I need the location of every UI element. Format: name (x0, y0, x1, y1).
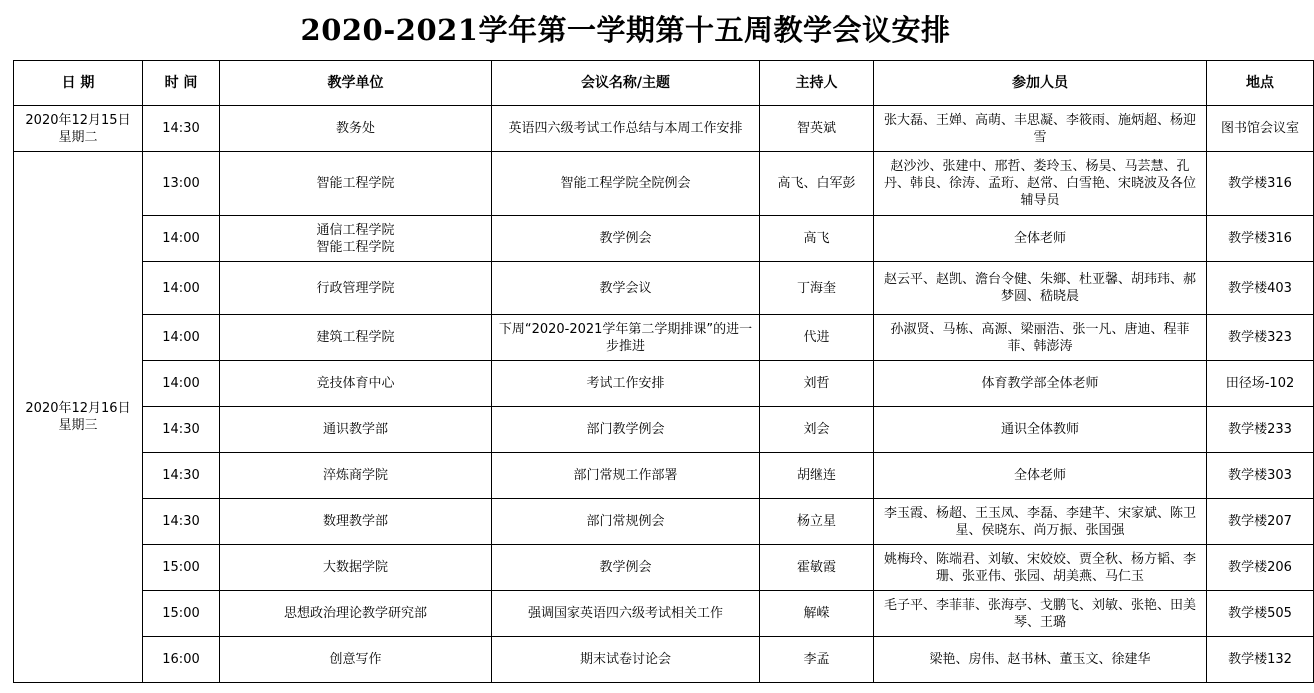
unit-cell: 智能工程学院 (220, 152, 492, 216)
host-cell: 霍敏霞 (760, 545, 874, 591)
attendees-cell: 赵云平、赵凯、澹台令健、朱鄉、杜亚馨、胡玮玮、郝梦圆、嵇晓晨 (874, 262, 1207, 315)
header-date: 日 期 (14, 61, 143, 106)
location-cell: 教学楼303 (1207, 453, 1314, 499)
time-cell: 14:30 (143, 453, 220, 499)
time-cell: 14:30 (143, 106, 220, 152)
attendees-cell: 全体老师 (874, 453, 1207, 499)
host-cell: 高飞 (760, 216, 874, 262)
host-cell: 智英斌 (760, 106, 874, 152)
meeting-cell: 下周“2020-2021学年第二学期排课”的进一步推进 (492, 315, 760, 361)
table-row (14, 453, 1314, 499)
meeting-cell: 部门教学例会 (492, 407, 760, 453)
location-cell: 教学楼403 (1207, 262, 1314, 315)
date-cell (14, 106, 143, 152)
location-cell: 教学楼233 (1207, 407, 1314, 453)
table-row (14, 499, 1314, 545)
attendees-cell: 姚梅玲、陈端君、刘敏、宋姣姣、贾全秋、杨方韬、李珊、张亚伟、张园、胡美燕、马仁玉 (874, 545, 1207, 591)
weekday-text: 星期三 (58, 418, 98, 433)
host-cell: 李孟 (760, 637, 874, 683)
schedule-table (13, 60, 1314, 683)
unit-line: 智能工程学院 (316, 239, 395, 255)
table-row (14, 216, 1314, 262)
time-cell: 14:00 (143, 361, 220, 407)
host-cell: 解嵘 (760, 591, 874, 637)
table-row (14, 407, 1314, 453)
table-row (14, 106, 1314, 152)
location-cell: 教学楼316 (1207, 152, 1314, 216)
date-text: 2020年12月15日 (25, 112, 131, 128)
host-cell: 高飞、白军彭 (760, 152, 874, 216)
date-text: 2020年12月16日 (25, 401, 131, 416)
meeting-cell: 考试工作安排 (492, 361, 760, 407)
host-cell: 丁海奎 (760, 262, 874, 315)
time-cell: 15:00 (143, 591, 220, 637)
meeting-cell: 期末试卷讨论会 (492, 637, 760, 683)
meeting-cell: 教学会议 (492, 262, 760, 315)
location-cell: 教学楼207 (1207, 499, 1314, 545)
date-cell (14, 152, 143, 683)
host-cell: 刘哲 (760, 361, 874, 407)
attendees-cell: 全体老师 (874, 216, 1207, 262)
attendees-cell: 赵沙沙、张建中、邢哲、娄玲玉、杨昊、马芸慧、孔丹、韩良、徐涛、孟珩、赵常、白雪艳、宋晓波及各位辅导员 (874, 152, 1207, 216)
host-cell: 刘会 (760, 407, 874, 453)
table-row (14, 315, 1314, 361)
header-row (14, 61, 1314, 106)
unit-cell (220, 216, 492, 262)
time-cell: 13:00 (143, 152, 220, 216)
header-meeting: 会议名称/主题 (492, 61, 760, 106)
attendees-cell: 通识全体教师 (874, 407, 1207, 453)
location-cell: 教学楼132 (1207, 637, 1314, 683)
unit-cell: 淬炼商学院 (220, 453, 492, 499)
attendees-cell: 毛子平、李菲菲、张海亭、戈鹏飞、刘敏、张艳、田美琴、王璐 (874, 591, 1207, 637)
table-row (14, 152, 1314, 216)
table-row (14, 637, 1314, 683)
unit-cell: 思想政治理论教学研究部 (220, 591, 492, 637)
meeting-cell: 教学例会 (492, 216, 760, 262)
header-time: 时 间 (143, 61, 220, 106)
table-row (14, 591, 1314, 637)
header-host: 主持人 (760, 61, 874, 106)
meeting-cell: 部门常规例会 (492, 499, 760, 545)
attendees-cell: 孙淑贤、马栋、高源、梁丽浩、张一凡、唐迪、程菲菲、韩澎涛 (874, 315, 1207, 361)
time-cell: 16:00 (143, 637, 220, 683)
table-row (14, 262, 1314, 315)
location-cell: 教学楼323 (1207, 315, 1314, 361)
unit-line: 通信工程学院 (316, 222, 395, 238)
header-unit: 教学单位 (220, 61, 492, 106)
time-cell: 14:30 (143, 407, 220, 453)
attendees-cell: 张大磊、王婵、高萌、丰思凝、李筱雨、施炳超、杨迎雪 (874, 106, 1207, 152)
table-row (14, 361, 1314, 407)
time-cell: 15:00 (143, 545, 220, 591)
header-attendees: 参加人员 (874, 61, 1207, 106)
time-cell: 14:00 (143, 315, 220, 361)
table-row (14, 545, 1314, 591)
unit-cell: 创意写作 (220, 637, 492, 683)
weekday-text: 星期二 (58, 129, 98, 145)
host-cell: 胡继连 (760, 453, 874, 499)
header-location: 地点 (1207, 61, 1314, 106)
host-cell: 代进 (760, 315, 874, 361)
unit-cell: 行政管理学院 (220, 262, 492, 315)
time-cell: 14:30 (143, 499, 220, 545)
host-cell: 杨立星 (760, 499, 874, 545)
unit-cell: 教务处 (220, 106, 492, 152)
attendees-cell: 李玉霞、杨超、王玉凤、李磊、李建芊、宋家斌、陈卫星、侯晓东、尚万振、张国强 (874, 499, 1207, 545)
meeting-cell: 教学例会 (492, 545, 760, 591)
unit-cell: 建筑工程学院 (220, 315, 492, 361)
page-title: 2020-2021学年第一学期第十五周教学会议安排 (300, 13, 951, 47)
meeting-cell: 部门常规工作部署 (492, 453, 760, 499)
unit-cell: 大数据学院 (220, 545, 492, 591)
location-cell: 教学楼316 (1207, 216, 1314, 262)
meeting-cell: 英语四六级考试工作总结与本周工作安排 (492, 106, 760, 152)
attendees-cell: 梁艳、房伟、赵书林、董玉文、徐建华 (874, 637, 1207, 683)
meeting-cell: 强调国家英语四六级考试相关工作 (492, 591, 760, 637)
location-cell: 教学楼505 (1207, 591, 1314, 637)
location-cell: 图书馆会议室 (1207, 106, 1314, 152)
unit-cell: 竞技体育中心 (220, 361, 492, 407)
attendees-cell: 体育教学部全体老师 (874, 361, 1207, 407)
unit-cell: 数理教学部 (220, 499, 492, 545)
unit-cell: 通识教学部 (220, 407, 492, 453)
location-cell: 田径场-102 (1207, 361, 1314, 407)
time-cell: 14:00 (143, 216, 220, 262)
time-cell: 14:00 (143, 262, 220, 315)
meeting-cell: 智能工程学院全院例会 (492, 152, 760, 216)
location-cell: 教学楼206 (1207, 545, 1314, 591)
